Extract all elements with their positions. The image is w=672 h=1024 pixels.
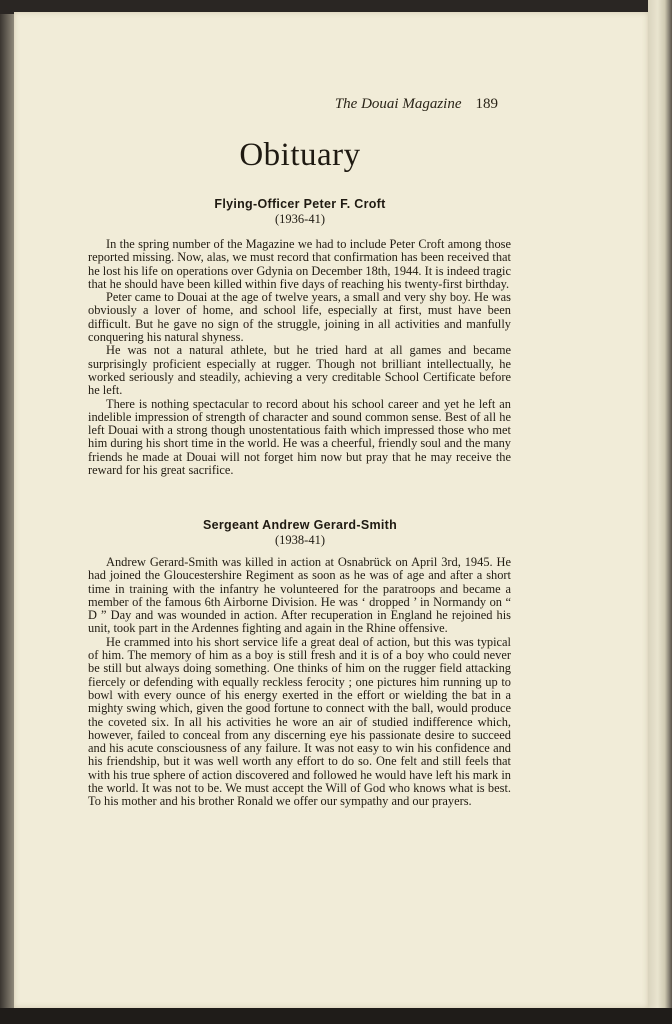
paragraph: In the spring number of the Magazine we had to include Peter Croft among those reported missing. Now, alas, we must record that confirmation has been received that he lost his life on operations over Gdynia on December 18th, 1944. It is indeed tragic that he should have been killed within five days of reaching his twenty-first birthday. [88, 237, 511, 291]
page-number: 189 [475, 96, 498, 112]
section-name: Flying-Officer Peter F. Croft [214, 197, 386, 211]
book-page-edges [648, 0, 672, 1024]
section-years: (1936-41) [275, 212, 325, 226]
paragraph: There is nothing spectacular to record about his school career and yet he left an indelible impression of strength of character and sound common sense. Best of all he left Douai with a strong though unostentatious faith which impressed those who met him during his short time in the world. He was a cheerful, friendly soul and the many friends he made at Douai will not forget him now but pray that he may receive the reward for his great sacrifice. [88, 396, 511, 478]
magazine-title: The Douai Magazine [334, 96, 462, 112]
running-header [0, 96, 498, 113]
paragraph: He was not a natural athlete, but he tried hard at all games and became surprisingly proficient especially at rugger. Though not brilliant intellectually, he worked seriously and steadily, achieving a very creditable School Certificate before he left. [88, 343, 511, 398]
section-years: (1938-41) [275, 533, 325, 547]
section-heading-croft [90, 197, 510, 227]
obituary-text-croft [88, 238, 511, 477]
section-heading-gerard-smith [90, 518, 510, 548]
obituary-text-gerard-smith [88, 556, 511, 809]
paragraph: Andrew Gerard-Smith was killed in action at Osnabrück on April 3rd, 1945. He had joined the Gloucestershire Regiment as soon as he was of age and after a short time in training with the infantry he volunteered for the paratroops and became a member of the famous 6th Airborne Division. He was ‘ dropped ’ in Normandy on “ D ” Day and was wounded in action. After recuperation in England he rejoined his unit, took part in the Ardennes fighting and again in the Rhine offensive. [88, 555, 511, 636]
section-name: Sergeant Andrew Gerard-Smith [202, 518, 398, 532]
paragraph: He crammed into his short service life a great deal of action, but this was typical of him. The memory of him as a boy is still fresh and it is of a boy who could never be still but always doing something. One thinks of him on the rugger field attacking fiercely or defending with equally reckless ferocity ; one pictures him running up to bowl with every ounce of his energy exerted in the effort or wielding the bat in a mighty swing which, given the good fortune to connect with the ball, would produce the coveted six. In all his activities he wore an air of studied indifference which, however, failed to conceal from any discerning eye his passionate desire to succeed and his acute consciousness of any failure. It was not easy to win his confidence and his friendship, but it was well worth any effort to do so. One felt and still feels that with his true sphere of action discovered and followed he would have left his mark in the world. It was not to be. We must accept the Will of God who knows what is best. To his mother and his brother Ronald we offer our sympathy and our prayers. [88, 634, 511, 809]
book-cover-bottom [0, 1008, 672, 1024]
page-title: Obituary [239, 137, 361, 173]
paragraph: Peter came to Douai at the age of twelve years, a small and very shy boy. He was obviously a lover of home, and school life, especially at first, must have been difficult. But he gave no sign of the struggle, joining in all activities and manfully conquering his natural shyness. [88, 290, 511, 345]
